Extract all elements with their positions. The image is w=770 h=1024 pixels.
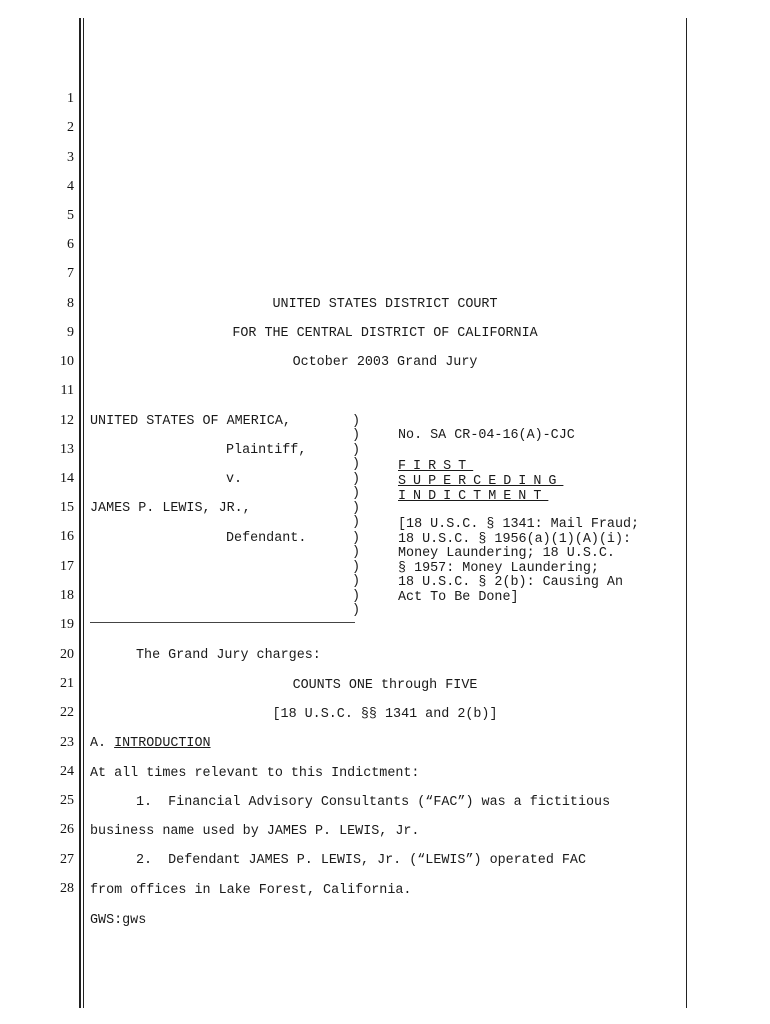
caption-paren: ) — [352, 545, 361, 560]
document-title-first: FIRST — [398, 459, 474, 474]
caption-paren: ) — [352, 414, 361, 429]
paragraph-2-line-2: from offices in Lake Forest, California. — [90, 883, 412, 898]
line-number: 9 — [67, 325, 74, 340]
preparer-initials: GWS:gws — [90, 913, 147, 928]
line-number: 26 — [60, 822, 74, 837]
left-margin-rule-outer — [79, 18, 81, 1008]
line-number: 4 — [67, 179, 74, 194]
line-number: 10 — [60, 354, 74, 369]
defendant-role: Defendant. — [226, 531, 307, 546]
line-number: 16 — [60, 529, 74, 544]
left-margin-rule-inner — [83, 18, 84, 1008]
line-number: 1 — [67, 91, 74, 106]
caption-paren: ) — [352, 603, 361, 618]
line-number: 12 — [60, 413, 74, 428]
document-title-superceding: SUPERCEDING — [398, 474, 564, 489]
statute-line: § 1957: Money Laundering; — [398, 561, 599, 576]
relevant-times: At all times relevant to this Indictment: — [90, 766, 420, 781]
caption-paren: ) — [352, 574, 361, 589]
line-number: 6 — [67, 237, 74, 252]
statute-line: 18 U.S.C. § 2(b): Causing An — [398, 575, 623, 590]
statute-line: Money Laundering; 18 U.S.C. — [398, 546, 615, 561]
caption-paren: ) — [352, 560, 361, 575]
caption-paren: ) — [352, 589, 361, 604]
grand-jury-term: October 2003 Grand Jury — [292, 355, 478, 370]
statute-line: Act To Be Done] — [398, 590, 519, 605]
caption-paren: ) — [352, 501, 361, 516]
plaintiff-role: Plaintiff, — [226, 443, 307, 458]
caption-underline — [90, 622, 355, 623]
line-number: 14 — [60, 471, 74, 486]
line-number: 25 — [60, 793, 74, 808]
counts-heading: COUNTS ONE through FIVE — [292, 678, 478, 693]
versus: v. — [226, 472, 243, 487]
line-number: 15 — [60, 500, 74, 515]
line-number: 24 — [60, 764, 74, 779]
line-number: 20 — [60, 647, 74, 662]
line-number: 8 — [67, 296, 74, 311]
right-margin-rule — [686, 18, 687, 1008]
line-number: 22 — [60, 705, 74, 720]
grand-jury-charges: The Grand Jury charges: — [136, 648, 321, 663]
counts-statute: [18 U.S.C. §§ 1341 and 2(b)] — [272, 707, 498, 722]
caption-paren: ) — [352, 531, 361, 546]
defendant-name: JAMES P. LEWIS, JR., — [90, 501, 251, 516]
statute-line: 18 U.S.C. § 1956(a)(1)(A)(i): — [398, 532, 632, 547]
line-number: 5 — [67, 208, 74, 223]
line-number: 7 — [67, 266, 74, 281]
line-number: 21 — [60, 676, 74, 691]
paragraph-1-line-2: business name used by JAMES P. LEWIS, Jr. — [90, 824, 420, 839]
caption-paren: ) — [352, 428, 361, 443]
paragraph-1-line-1: 1. Financial Advisory Consultants (“FAC”) was a fictitious — [136, 795, 611, 810]
section-heading — [90, 736, 211, 752]
line-number: 23 — [60, 735, 74, 750]
plaintiff-name: UNITED STATES OF AMERICA, — [90, 414, 291, 429]
caption-paren: ) — [352, 443, 361, 458]
line-number: 19 — [60, 617, 74, 632]
line-number: 3 — [67, 150, 74, 165]
paragraph-2-line-1: 2. Defendant JAMES P. LEWIS, Jr. (“LEWIS”) operated FAC — [136, 853, 586, 868]
line-number: 13 — [60, 442, 74, 457]
line-number: 27 — [60, 852, 74, 867]
line-number: 17 — [60, 559, 74, 574]
caption-paren: ) — [352, 515, 361, 530]
line-number: 2 — [67, 120, 74, 135]
section-title: INTRODUCTION — [114, 736, 211, 751]
caption-paren: ) — [352, 486, 361, 501]
court-district: FOR THE CENTRAL DISTRICT OF CALIFORNIA — [232, 326, 538, 341]
line-number: 28 — [60, 881, 74, 896]
case-number: No. SA CR-04-16(A)-CJC — [398, 428, 575, 443]
section-letter: A. — [90, 736, 115, 751]
line-number: 18 — [60, 588, 74, 603]
statute-line: [18 U.S.C. § 1341: Mail Fraud; — [398, 517, 640, 532]
caption-paren: ) — [352, 472, 361, 487]
caption-paren: ) — [352, 457, 361, 472]
line-number: 11 — [60, 383, 74, 398]
court-name: UNITED STATES DISTRICT COURT — [272, 297, 498, 312]
document-title-indictment: INDICTMENT — [398, 489, 549, 504]
